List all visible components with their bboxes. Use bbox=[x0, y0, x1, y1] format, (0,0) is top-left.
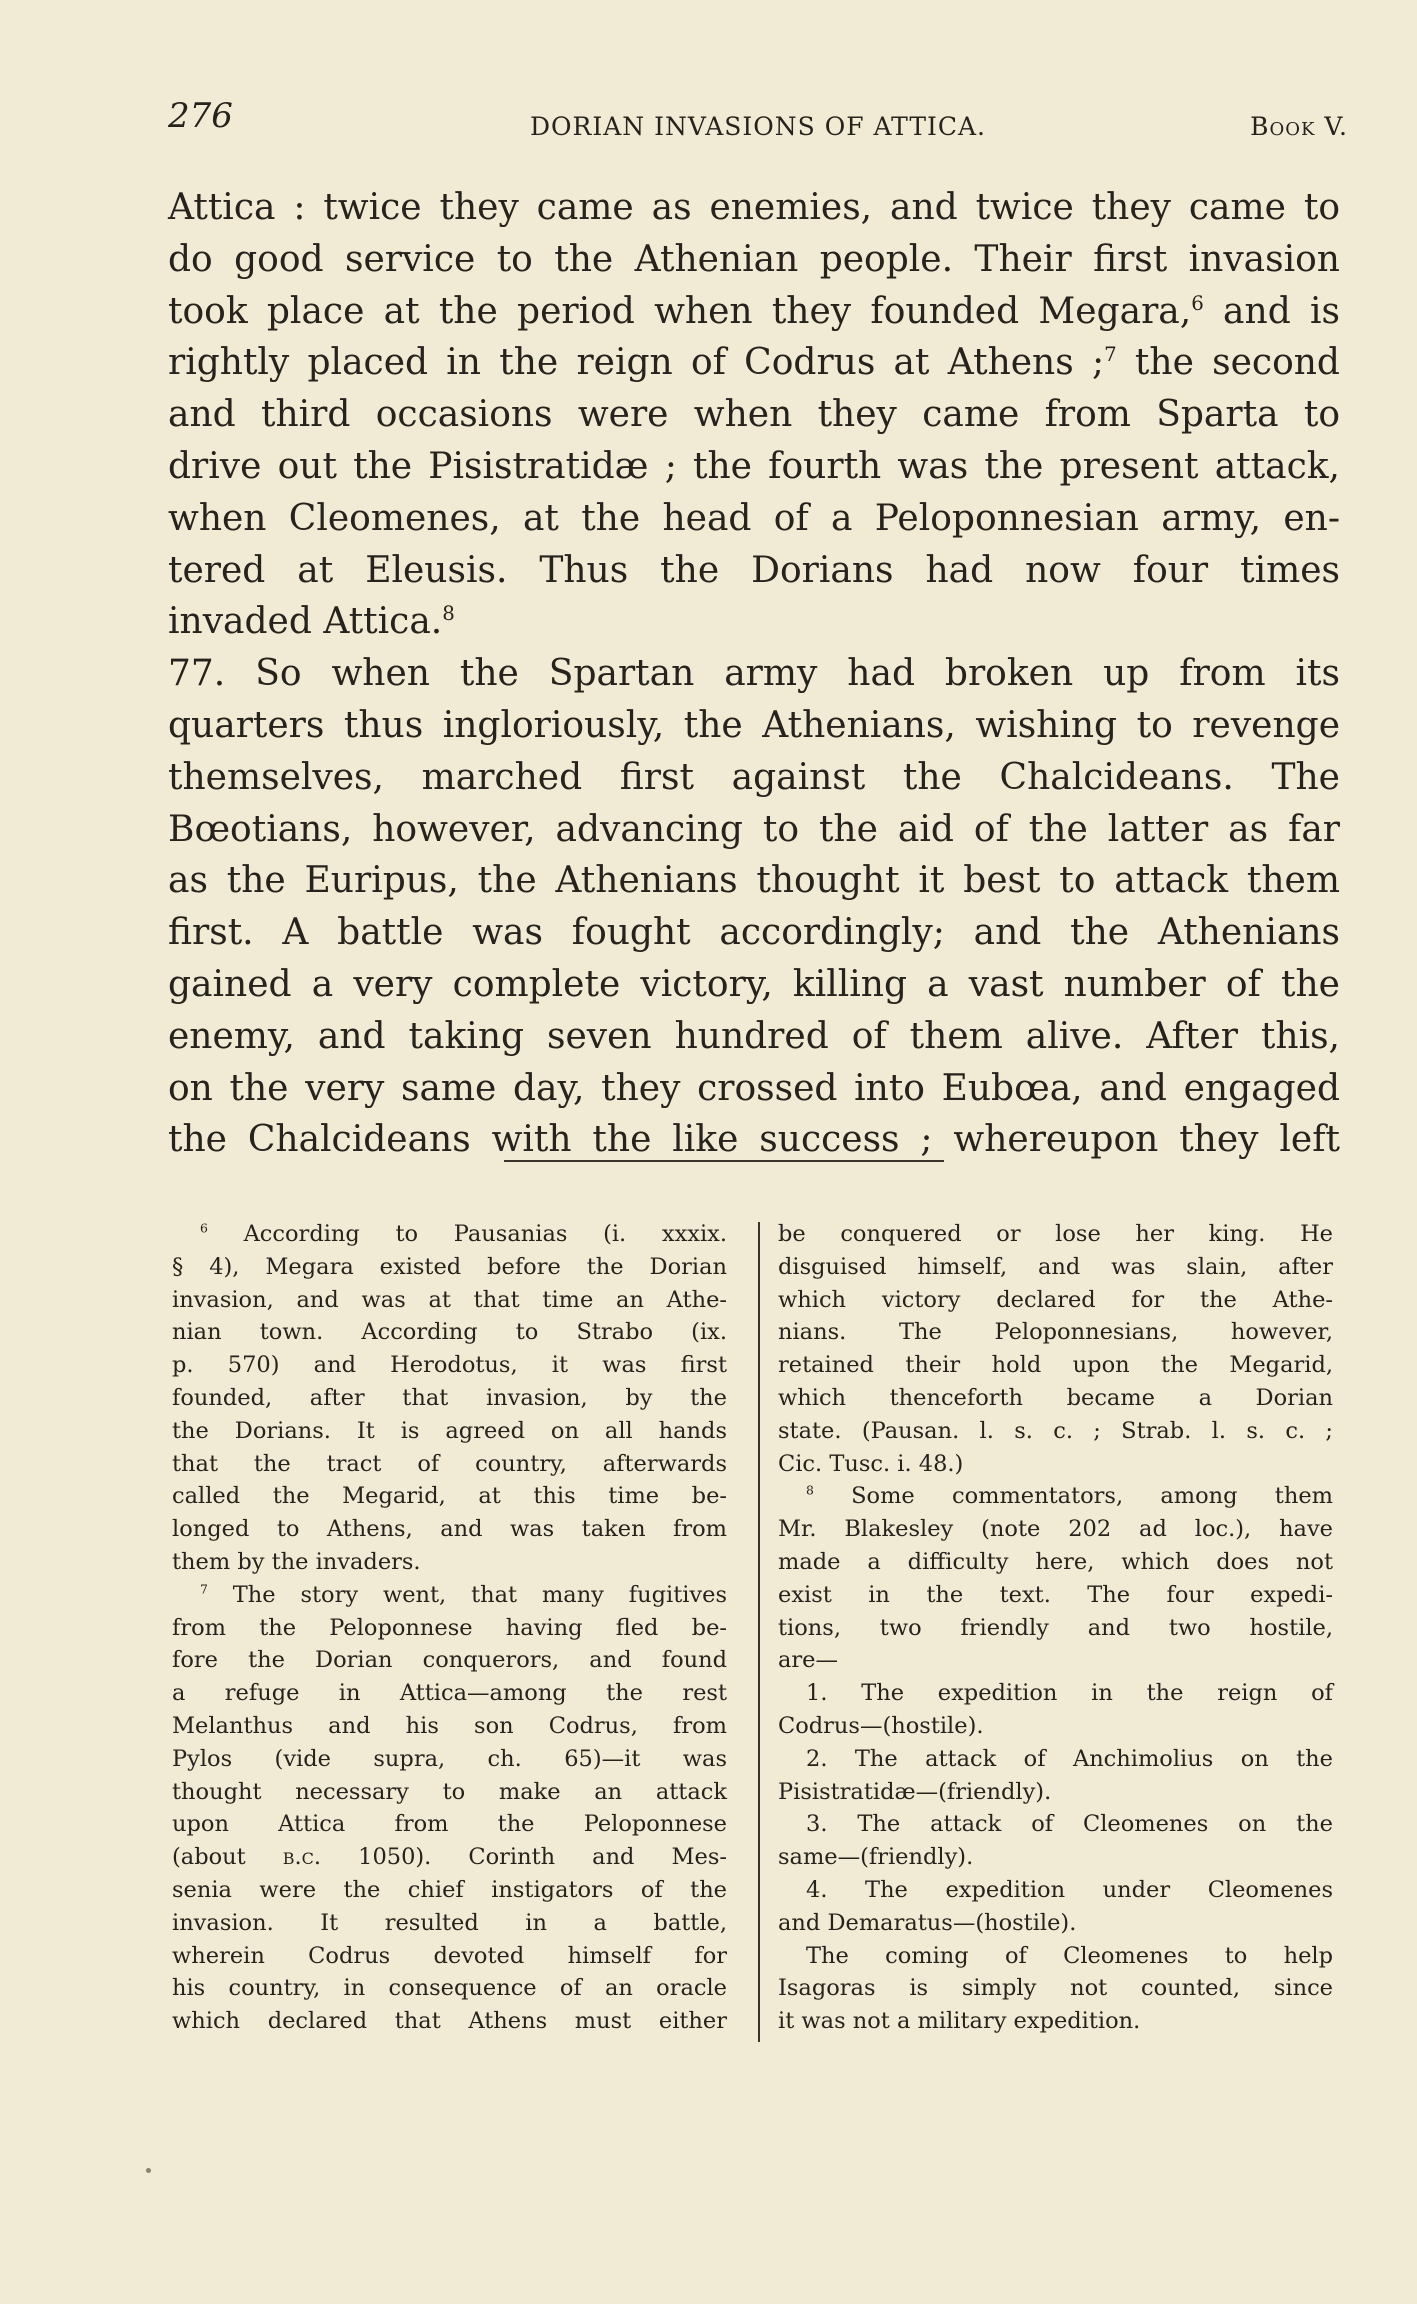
book-label: Book V. bbox=[1250, 112, 1348, 141]
footnote-ref-7[interactable]: 7 bbox=[1104, 343, 1117, 367]
page-number: 276 bbox=[168, 96, 233, 136]
text-line: and third occasions were when they came from Sparta to bbox=[168, 394, 1340, 436]
footnote-line: the Dorians. It is agreed on all hands bbox=[172, 1417, 727, 1444]
footnote-line: retained their hold upon the Megarid, bbox=[778, 1352, 1333, 1379]
text-line: themselves, marched first against the Chalcideans. The bbox=[168, 756, 1340, 798]
footnote-ref-8[interactable]: 8 bbox=[442, 602, 455, 626]
running-title: DORIAN INVASIONS OF ATTICA. bbox=[529, 112, 987, 141]
footnote-line: which declared that Athens must either bbox=[172, 2008, 727, 2035]
footnote-line: from the Peloponnese having fled be- bbox=[172, 1614, 727, 1641]
text-line: drive out the Pisistratidæ ; the fourth was the present attack, bbox=[168, 445, 1340, 487]
text-line: the Chalcideans with the like success ; whereupon they left bbox=[168, 1119, 1340, 1161]
footnote-line: called the Megarid, at this time be- bbox=[172, 1483, 727, 1510]
footnote-line: same—(friendly). bbox=[778, 1844, 974, 1871]
footnote-line: invasion, and was at that time an Athe- bbox=[172, 1286, 727, 1313]
text-line: Bœotians, however, advancing to the aid of the latter as far bbox=[168, 808, 1340, 850]
footnote-line: tions, two friendly and two hostile, bbox=[778, 1614, 1333, 1641]
footnote-line: nians. The Peloponnesians, however, bbox=[778, 1319, 1333, 1346]
footnote-line: longed to Athens, and was taken from bbox=[172, 1516, 727, 1543]
text-line: enemy, and taking seven hundred of them alive. After this, bbox=[168, 1015, 1340, 1057]
footnotes-left-column bbox=[172, 1218, 727, 2038]
footnote-line: Melanthus and his son Codrus, from bbox=[172, 1712, 727, 1739]
main-text bbox=[168, 182, 1340, 1166]
footnote-line: which thenceforth became a Dorian bbox=[778, 1384, 1333, 1411]
text-line: quarters thus ingloriously, the Athenians, wishing to revenge bbox=[168, 704, 1340, 746]
footnote-line: (about b.c. 1050). Corinth and Mes- bbox=[172, 1844, 728, 1871]
footnote-list-item: 2. The attack of Anchimolius on the bbox=[806, 1745, 1333, 1772]
footnote-line: made a difficulty here, which does not bbox=[778, 1548, 1333, 1575]
footnote-line: nian town. According to Strabo (ix. bbox=[172, 1319, 727, 1346]
footnote-line: Mr. Blakesley (note 202 ad loc.), have bbox=[778, 1516, 1333, 1543]
footnote-line: a refuge in Attica—among the rest bbox=[172, 1680, 727, 1707]
footnote-line: upon Attica from the Peloponnese bbox=[172, 1811, 727, 1838]
section-start-77: 77. So when the Spartan army had broken up from its bbox=[168, 653, 1340, 695]
footnote-line: disguised himself, and was slain, after bbox=[778, 1253, 1333, 1280]
footnote-line: be conquered or lose her king. He bbox=[778, 1221, 1333, 1247]
footnote-ref-6[interactable]: 6 bbox=[1191, 291, 1204, 315]
footnote-line: The coming of Cleomenes to help bbox=[806, 1942, 1333, 1969]
text-line: Attica : twice they came as enemies, and twice they came to bbox=[168, 187, 1340, 228]
footnote-line: p. 570) and Herodotus, it was first bbox=[172, 1352, 727, 1379]
text-line: gained a very complete victory, killing a vast number of the bbox=[168, 963, 1340, 1005]
footnote-line: are— bbox=[778, 1647, 838, 1674]
footnote-line: them by the invaders. bbox=[172, 1548, 421, 1575]
footnote-line: Cic. Tusc. i. 48.) bbox=[778, 1450, 964, 1477]
text-line: invaded Attica.$^8$ bbox=[168, 601, 455, 643]
footnote-list-item: 4. The expedition under Cleomenes bbox=[806, 1876, 1333, 1903]
footnote-line: state. (Pausan. l. s. c. ; Strab. l. s. c. ; bbox=[778, 1417, 1333, 1444]
footnote-line: wherein Codrus devoted himself for bbox=[172, 1942, 727, 1969]
footnote-line: it was not a military expedition. bbox=[778, 2008, 1141, 2035]
paper-speck bbox=[146, 2168, 151, 2173]
footnote-6-line: $^6$ According to Pausanias (i. xxxix. bbox=[200, 1221, 727, 1247]
text-line: rightly placed in the reign of Codrus at Athens ;$^7$ the second bbox=[168, 342, 1340, 384]
footnotes-right-column bbox=[778, 1218, 1333, 2038]
text-line: do good service to the Athenian people. Their first invasion bbox=[168, 238, 1340, 280]
footnote-line: his country, in consequence of an oracle bbox=[172, 1975, 727, 2002]
footnote-list-item: 3. The attack of Cleomenes on the bbox=[806, 1811, 1333, 1838]
text-line: when Cleomenes, at the head of a Peloponnesian army, en- bbox=[168, 497, 1340, 539]
text-line: tered at Eleusis. Thus the Dorians had now four times bbox=[168, 549, 1340, 591]
footnote-line: senia were the chief instigators of the bbox=[172, 1876, 727, 1903]
footnote-list-item: 1. The expedition in the reign of bbox=[806, 1680, 1333, 1707]
footnote-line: that the tract of country, afterwards bbox=[172, 1450, 727, 1477]
footnote-line: § 4), Megara existed before the Dorian bbox=[172, 1253, 727, 1280]
column-divider bbox=[758, 1222, 760, 2042]
footnote-line: Pylos (vide supra, ch. 65)—it was bbox=[172, 1745, 727, 1772]
footnote-7-line: $^7$ The story went, that many fugitives bbox=[200, 1581, 728, 1608]
footnote-line: invasion. It resulted in a battle, bbox=[172, 1909, 727, 1936]
footnote-line: fore the Dorian conquerors, and found bbox=[172, 1647, 727, 1674]
text-line: took place at the period when they founded Megara,$^6$ and is bbox=[168, 290, 1340, 332]
footnote-line: Codrus—(hostile). bbox=[778, 1712, 984, 1739]
text-line: first. A battle was fought accordingly; and the Athenians bbox=[168, 912, 1340, 954]
text-line: on the very same day, they crossed into Eubœa, and engaged bbox=[168, 1067, 1340, 1109]
footnote-line: thought necessary to make an attack bbox=[172, 1778, 727, 1805]
footnote-line: and Demaratus—(hostile). bbox=[778, 1909, 1077, 1936]
footnote-line: Isagoras is simply not counted, since bbox=[778, 1975, 1333, 2002]
footnote-8-line: $^8$ Some commentators, among them bbox=[806, 1483, 1333, 1510]
footnote-rule bbox=[504, 1160, 944, 1162]
footnote-line: Pisistratidæ—(friendly). bbox=[778, 1778, 1052, 1805]
footnote-line: which victory declared for the Athe- bbox=[778, 1286, 1333, 1313]
running-head bbox=[168, 96, 1348, 144]
footnote-line: exist in the text. The four expedi- bbox=[778, 1581, 1333, 1608]
text-line: as the Euripus, the Athenians thought it best to attack them bbox=[168, 860, 1340, 902]
footnote-line: founded, after that invasion, by the bbox=[172, 1384, 727, 1411]
